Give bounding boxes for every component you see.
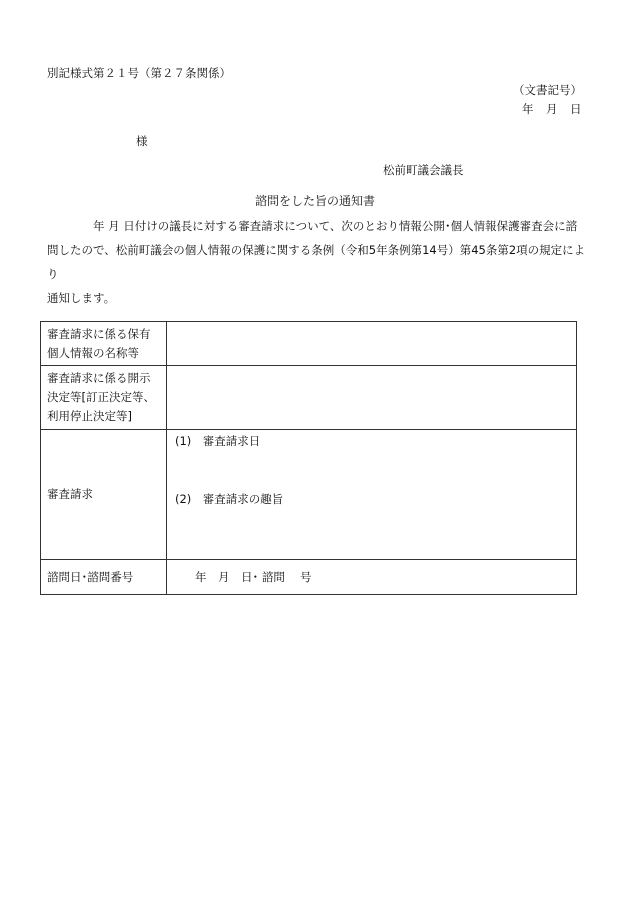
body-line: 問したので、松前町議会の個人情報の保護に関する条例（令和5年条例第14号）第45条第2項の規定により <box>47 243 586 281</box>
addressee: 様 <box>136 134 148 148</box>
body-text <box>47 214 587 310</box>
request-purpose-item: (2) 審査請求の趣旨 <box>175 492 284 506</box>
sender: 松前町議会議長 <box>383 163 464 177</box>
info-table <box>40 321 577 595</box>
document-title: 諮問をした旨の通知書 <box>254 194 375 208</box>
row-label: 諮問日･諮問番号 <box>41 560 167 595</box>
row-value <box>167 366 577 430</box>
consultation-date: 年 月 日･ 諮問 号 <box>195 569 312 584</box>
request-date-item: (1) 審査請求日 <box>175 434 261 448</box>
row-value <box>167 322 577 366</box>
document-number: （文書記号） <box>513 83 582 97</box>
row-label: 審査請求 <box>41 430 167 560</box>
table-row <box>41 430 577 560</box>
table-row <box>41 560 577 595</box>
body-line: 通知します。 <box>47 291 116 305</box>
row-value <box>167 430 577 560</box>
row-value <box>167 560 577 595</box>
body-line: 年 月 日付けの議長に対する審査請求について、次のとおり情報公開･個人情報保護審査会に諮 <box>93 219 578 233</box>
table-row <box>41 366 577 430</box>
row-label: 審査請求に係る保有 個人情報の名称等 <box>41 322 167 366</box>
document-date: 年 月 日 <box>522 102 582 116</box>
form-number: 別記様式第２１号（第２７条関係） <box>47 66 231 80</box>
table-row <box>41 322 577 366</box>
row-label: 審査請求に係る開示 決定等[訂正決定等、 利用停止決定等] <box>41 366 167 430</box>
